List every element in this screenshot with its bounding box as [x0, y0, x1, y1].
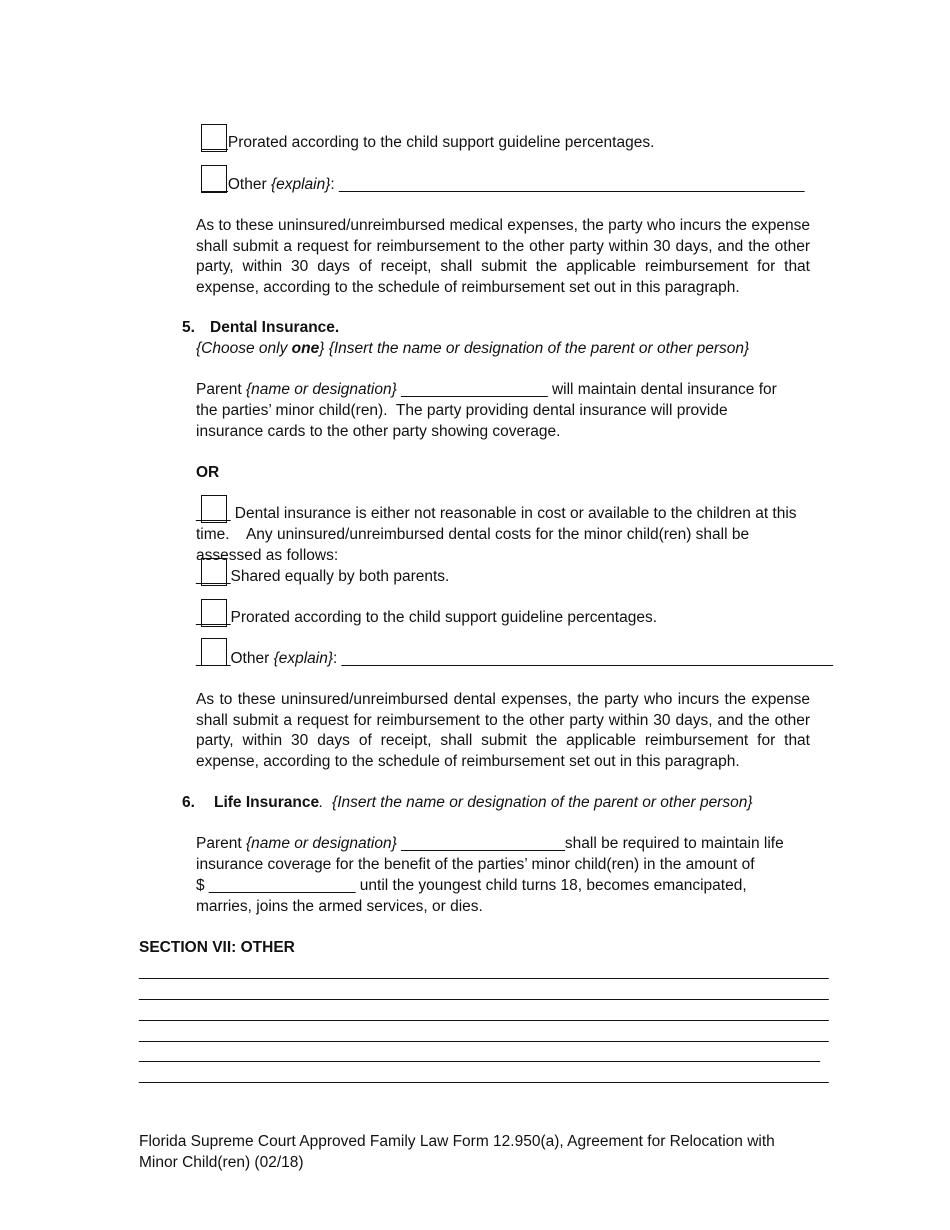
section-vii-heading: SECTION VII: OTHER	[139, 939, 295, 956]
life-parent-name-placeholder: {name or designation}	[245, 835, 397, 852]
life-instruction: {Insert the name or designation of the parent or other person}	[332, 794, 753, 811]
life-line-2: insurance coverage for the benefit of the parties’ minor child(ren) in the amount of	[196, 856, 755, 873]
section-vii-blank-line[interactable]: ________________________________________________________________________________	[139, 1026, 829, 1043]
life-amount-line[interactable]: $ _________________ until the youngest child turns 18, becomes emancipated,	[196, 877, 747, 894]
medical-expense-paragraph: As to these uninsured/unreimbursed medical expenses, the party who incurs the expense shall submit a request for reimbursement to the other party within 30 days, and the other party, within 30 days of receipt, shall submit the applicable reimbursement for that expense, according to the schedule of reimbursement set out in this paragraph.	[196, 217, 810, 296]
dental-parent-label: Parent	[196, 381, 246, 398]
section-vii-blank-line[interactable]: ________________________________________________________________________________	[139, 1005, 829, 1022]
life-parent-blank[interactable]: ___________________shall be required to maintain life	[396, 835, 784, 852]
dental-not-reasonable-line-2: time. Any uninsured/unreimbursed dental costs for the minor child(ren) shall be	[196, 526, 750, 543]
footer-line-2: Minor Child(ren) (02/18)	[139, 1154, 304, 1171]
footer-line-1: Florida Supreme Court Approved Family Law Form 12.950(a), Agreement for Relocation with	[139, 1133, 775, 1150]
medical-prorated-option: ___Prorated according to the child support guideline percentages.	[202, 134, 655, 151]
medical-other-explain: {explain}	[270, 176, 331, 193]
dental-heading: Dental Insurance.	[210, 319, 340, 336]
dental-other-explain: {explain}	[273, 650, 334, 667]
medical-other-blank[interactable]: : ______________________________________________________	[330, 176, 805, 193]
dental-other-prefix: ____Other	[196, 650, 274, 667]
dental-instr-part2: } {Insert the name or designation of the parent or other person}	[319, 340, 750, 357]
dental-number: 5.	[182, 319, 195, 336]
medical-other-prefix: ___Other	[202, 176, 271, 193]
life-heading-line	[214, 793, 753, 813]
dental-instr-part1: {Choose only	[196, 340, 292, 357]
life-number: 6.	[182, 794, 195, 811]
dental-other-option	[196, 649, 833, 669]
dental-instruction	[196, 339, 749, 359]
life-parent-label: Parent	[196, 835, 246, 852]
life-parent-line-1	[196, 834, 784, 854]
section-vii-blank-line[interactable]: ________________________________________________________________________________	[139, 1067, 829, 1084]
dental-other-blank[interactable]: : _________________________________________________________	[333, 650, 834, 667]
life-heading-punct: .	[319, 794, 333, 811]
life-line-4: marries, joins the armed services, or dies.	[196, 898, 483, 915]
dental-expense-paragraph: As to these uninsured/unreimbursed dental expenses, the party who incurs the expense shall submit a request for reimbursement to the other party within 30 days, and the other party, within 30 days of receipt, shall submit the applicable reimbursement for that expense, according to the schedule of reimbursement set out in this paragraph.	[196, 691, 810, 770]
life-heading: Life Insurance	[214, 794, 320, 811]
dental-instr-bold: one	[291, 340, 320, 357]
dental-shared-option: ____Shared equally by both parents.	[196, 568, 450, 585]
dental-not-reasonable-line-3: assessed as follows:	[196, 547, 339, 564]
dental-not-reasonable-line-1: ____ Dental insurance is either not reasonable in cost or available to the children at this	[196, 505, 797, 522]
dental-parent-line-1	[196, 380, 777, 400]
section-vii-blank-line[interactable]: _______________________________________________________________________________	[139, 1046, 821, 1063]
dental-parent-blank[interactable]: _________________ will maintain dental insurance for	[396, 381, 777, 398]
dental-parent-line-3: insurance cards to the other party showing coverage.	[196, 423, 561, 440]
dental-prorated-option: ____Prorated according to the child support guideline percentages.	[196, 609, 658, 626]
dental-parent-line-2: the parties’ minor child(ren). The party providing dental insurance will provide	[196, 402, 728, 419]
medical-other-option	[202, 175, 805, 195]
dental-or-label: OR	[196, 464, 220, 481]
section-vii-blank-line[interactable]: ________________________________________________________________________________	[139, 984, 829, 1001]
section-vii-blank-line[interactable]: ________________________________________________________________________________	[139, 963, 829, 980]
dental-parent-name-placeholder: {name or designation}	[245, 381, 397, 398]
